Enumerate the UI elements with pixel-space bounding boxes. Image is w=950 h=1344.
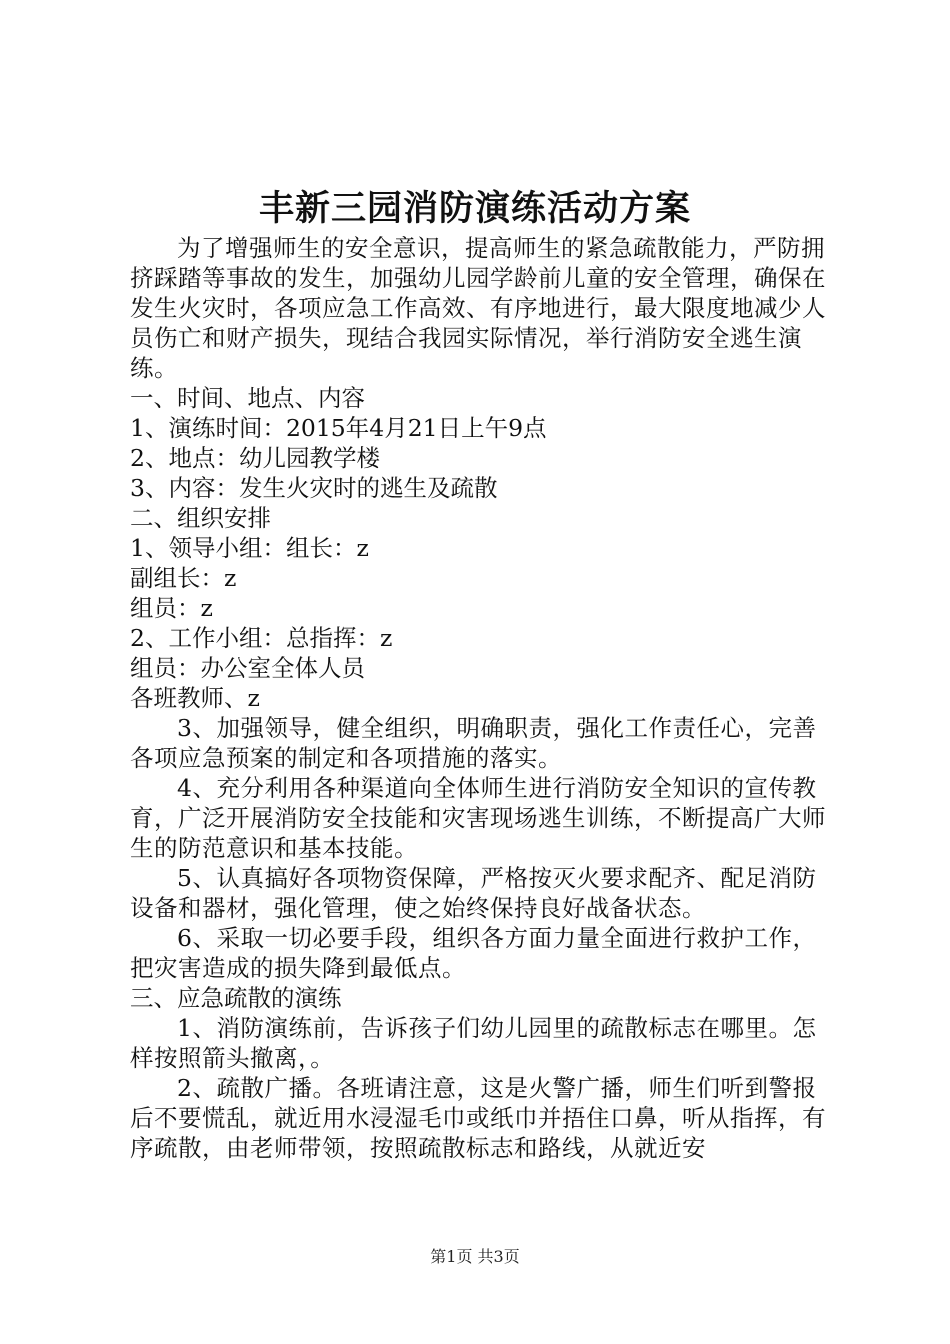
drill-content: 3、内容：发生火灾时的逃生及疏散 xyxy=(130,474,498,502)
intro-paragraph: 为了增强师生的安全意识，提高师生的紧急疏散能力，严防拥挤踩踏等事故的发生，加强幼儿园学龄前儿童的安全管理，确保在发生火灾时，各项应急工作高效、有序地进行，最大限度地减少人员伤亡和财产损失，现结合我园实际情况，举行消防安全逃生演练。 xyxy=(130,234,826,382)
drill-place: 2、地点：幼儿园教学楼 xyxy=(130,444,380,472)
section2-item3: 3、加强领导，健全组织，明确职责，强化工作责任心，完善各项应急预案的制定和各项措施的落实。 xyxy=(130,714,817,772)
section2-heading: 二、组织安排 xyxy=(130,504,271,532)
work-group: 2、工作小组：总指挥：z xyxy=(130,624,393,652)
section1-heading: 一、时间、地点、内容 xyxy=(130,384,365,412)
work-members: 组员：办公室全体人员 xyxy=(130,654,365,682)
page-number: 第1页 共3页 xyxy=(430,1247,520,1266)
section3-item2: 2、疏散广播。各班请注意，这是火警广播，师生们听到警报后不要慌乱，就近用水浸湿毛巾或纸巾并捂住口鼻，听从指挥，有序疏散，由老师带领，按照疏散标志和路线，从就近安 xyxy=(130,1074,826,1162)
section2-item5: 5、认真搞好各项物资保障，严格按灭火要求配齐、配足消防设备和器材，强化管理，使之始终保持良好战备状态。 xyxy=(130,864,817,922)
document-title: 丰新三园消防演练活动方案 xyxy=(258,188,691,229)
leader-group: 1、领导小组：组长：z xyxy=(130,534,369,562)
document-body xyxy=(130,233,840,1163)
leader-members: 组员：z xyxy=(130,594,213,622)
class-teachers: 各班教师、z xyxy=(130,684,260,712)
section3-item1: 1、消防演练前，告诉孩子们幼儿园里的疏散标志在哪里。怎样按照箭头撤离，。 xyxy=(130,1014,817,1072)
section2-item6: 6、采取一切必要手段，组织各方面力量全面进行救护工作，把灾害造成的损失降到最低点。 xyxy=(130,924,817,982)
section3-heading: 三、应急疏散的演练 xyxy=(130,984,342,1012)
drill-time: 1、演练时间：2015年4月21日上午9点 xyxy=(130,414,547,442)
deputy-leader: 副组长：z xyxy=(130,564,237,592)
section2-item4: 4、充分利用各种渠道向全体师生进行消防安全知识的宣传教育，广泛开展消防安全技能和灾害现场逃生训练，不断提高广大师生的防范意识和基本技能。 xyxy=(130,774,826,862)
